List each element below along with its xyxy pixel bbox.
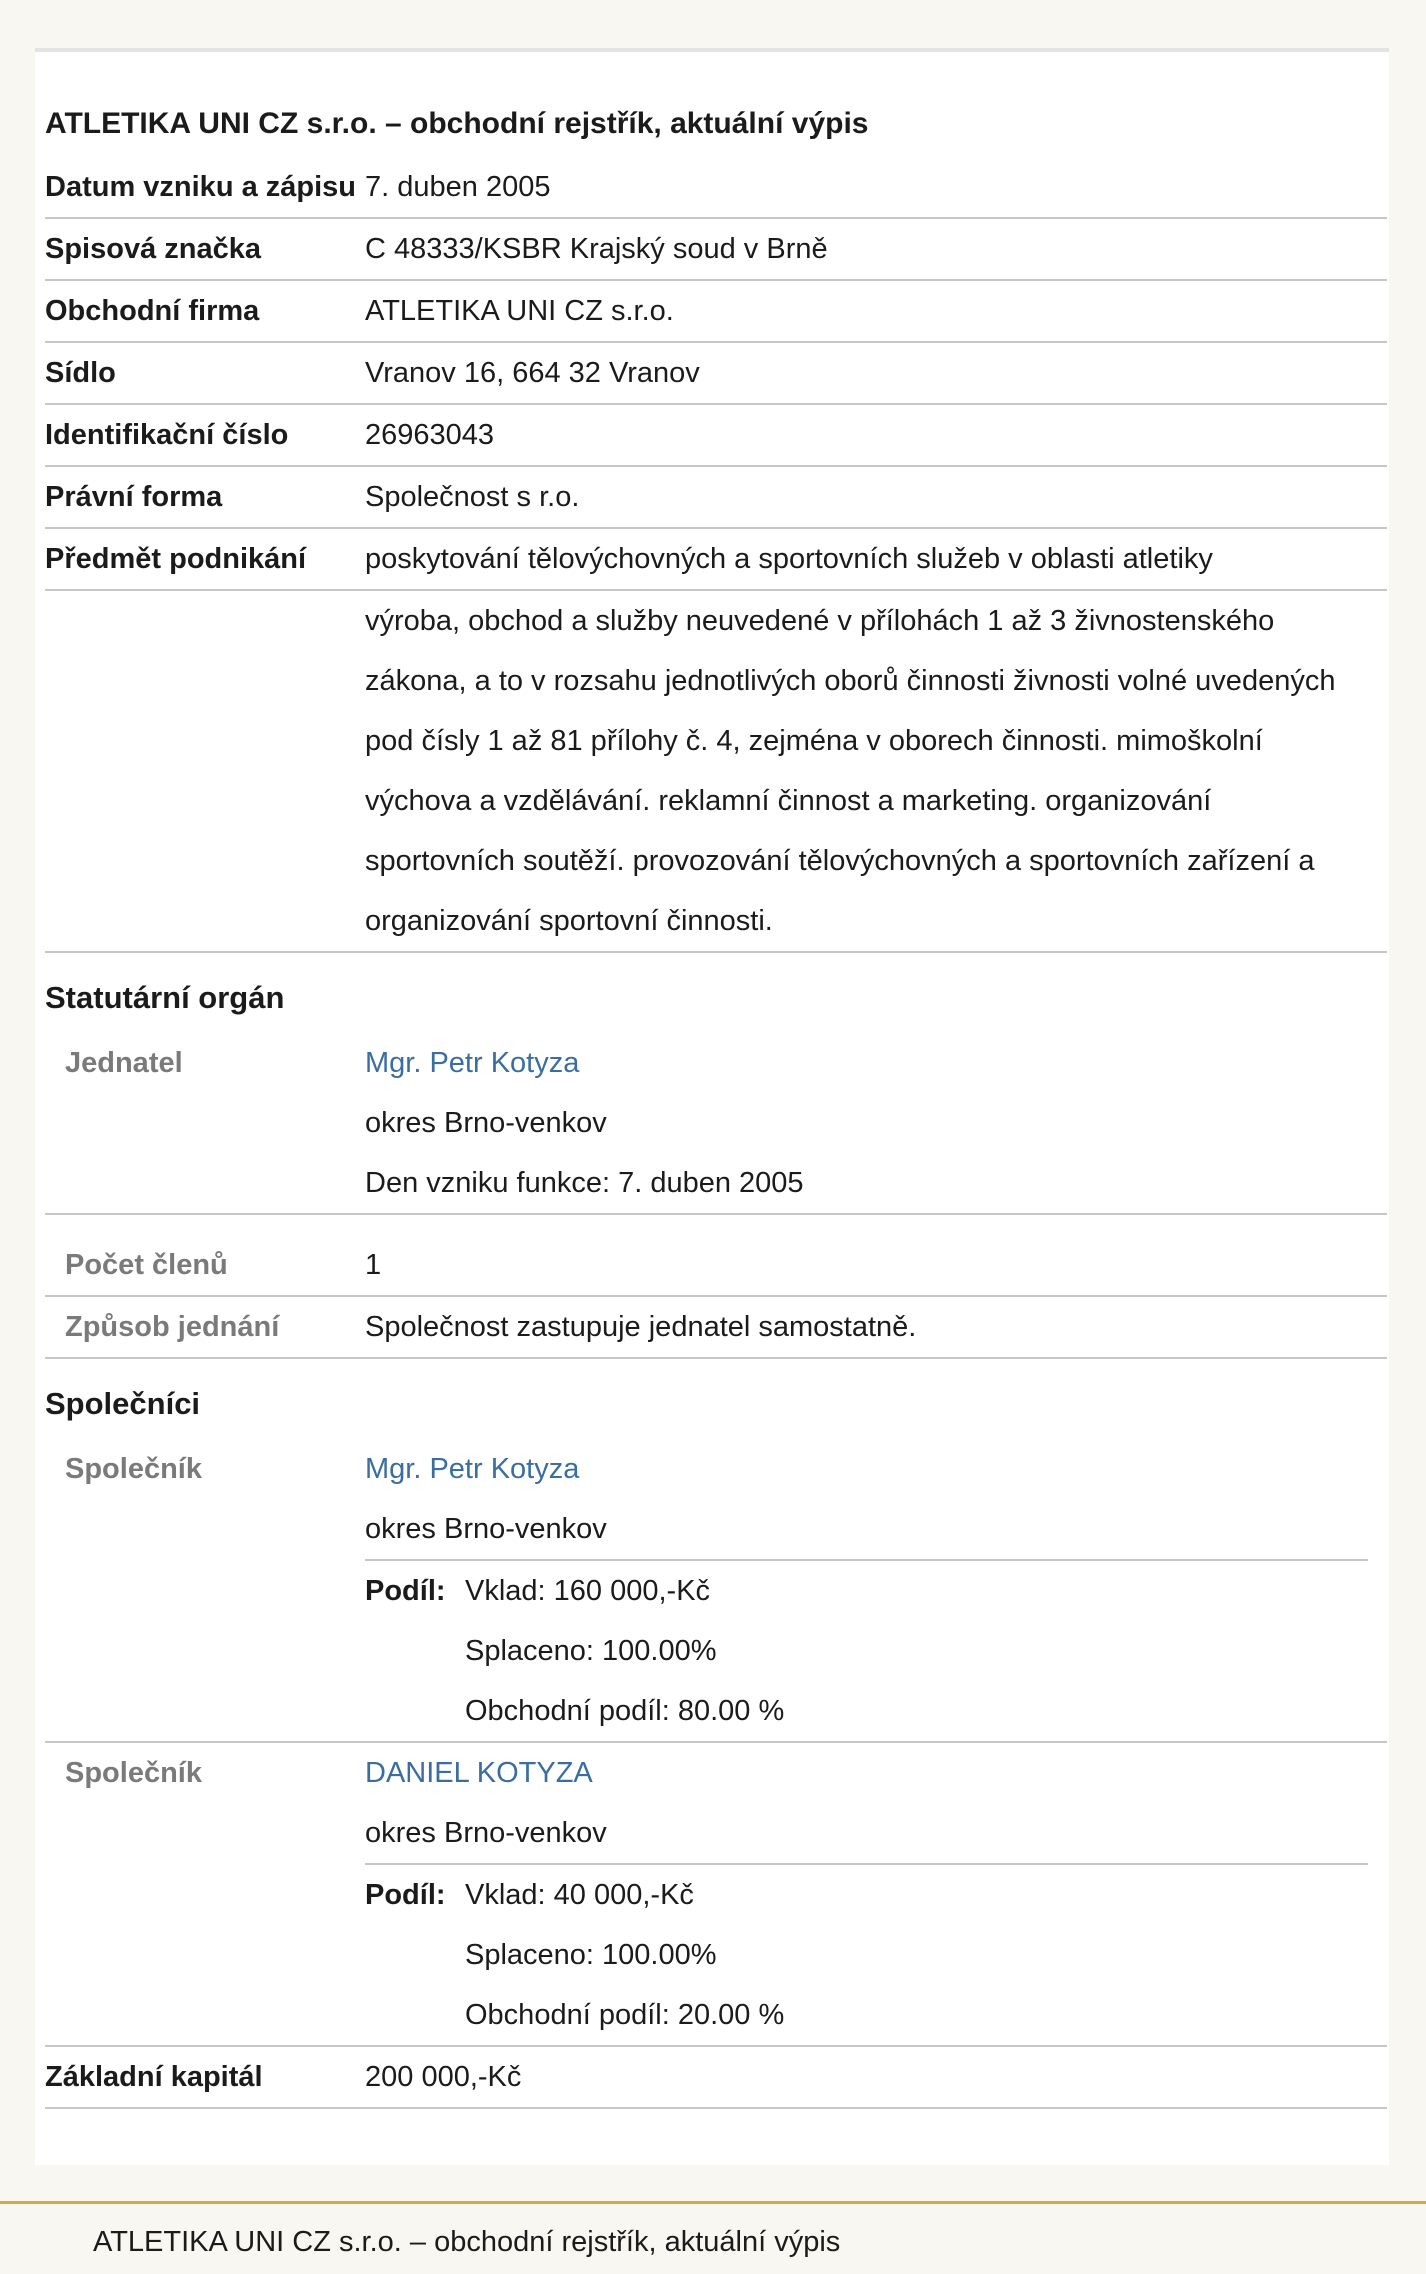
row-spisova-znacka <box>45 219 1387 281</box>
predmet-line: výroba, obchod a služby neuvedené v přílohách 1 až 3 živnostenského <box>365 605 1275 637</box>
label-pocet-clenu: Počet členů <box>65 1249 228 1281</box>
podil-vklad: Vklad: 40 000,-Kč <box>465 1879 694 1911</box>
label-jednatel: Jednatel <box>65 1047 183 1079</box>
value-sidlo: Vranov 16, 664 32 Vranov <box>365 357 700 389</box>
predmet-line: pod čísly 1 až 81 přílohy č. 4, zejména v oborech činnosti. mimoškolní <box>365 725 1263 757</box>
footer-divider <box>0 2201 1426 2204</box>
value-predmet-first: poskytování tělovýchovných a sportovních služeb v oblasti atletiky <box>365 543 1213 575</box>
registry-card <box>35 48 1389 2165</box>
podil-block <box>365 1863 1368 2045</box>
value-obchodni-firma: ATLETIKA UNI CZ s.r.o. <box>365 295 674 327</box>
jednatel-name-link[interactable]: Mgr. Petr Kotyza <box>365 1047 580 1079</box>
row-obchodni-firma <box>45 281 1387 343</box>
jednatel-funkce: Den vzniku funkce: 7. duben 2005 <box>365 1167 804 1199</box>
spolecnik-name-link[interactable]: Mgr. Petr Kotyza <box>365 1453 580 1485</box>
label-zakladni-kapital: Základní kapitál <box>45 2061 263 2093</box>
value-spisova-znacka: C 48333/KSBR Krajský soud v Brně <box>365 233 828 265</box>
page-title: ATLETIKA UNI CZ s.r.o. – obchodní rejstřík, aktuální výpis <box>45 107 869 140</box>
value-datum-vzniku: 7. duben 2005 <box>365 171 551 203</box>
label-spisova-znacka: Spisová značka <box>45 233 261 265</box>
value-predmet-detail <box>365 591 1387 951</box>
row-spolecnik <box>45 1439 1387 1743</box>
podil-obchodni: Obchodní podíl: 20.00 % <box>465 1999 785 2031</box>
predmet-line: zákona, a to v rozsahu jednotlivých oborů činnosti živnosti volné uvedených <box>365 665 1336 697</box>
section-spolecnici: Společníci <box>45 1386 201 1421</box>
row-predmet-podnikani <box>45 529 1387 589</box>
value-spolecnik <box>365 1743 1387 2045</box>
value-spolecnik <box>365 1439 1387 1741</box>
value-zpusob-jednani: Společnost zastupuje jednatel samostatně. <box>365 1311 917 1343</box>
spolecnik-okres: okres Brno-venkov <box>365 1513 607 1545</box>
label-obchodni-firma: Obchodní firma <box>45 295 260 327</box>
footer-text: ATLETIKA UNI CZ s.r.o. – obchodní rejstřík, aktuální výpis <box>93 2226 841 2258</box>
label-text: Datum vzniku a zápisu <box>45 171 357 203</box>
label-empty <box>45 591 365 951</box>
section-statutarni-organ: Statutární orgán <box>45 980 285 1015</box>
podil-values <box>465 1561 1368 1741</box>
row-jednatel <box>45 1033 1387 1215</box>
label-ico: Identifikační číslo <box>45 419 289 451</box>
row-pocet-clenu <box>45 1215 1387 1297</box>
podil-splaceno: Splaceno: 100.00% <box>465 1939 717 1971</box>
podil-label: Podíl: <box>365 1879 446 1911</box>
label-sidlo: Sídlo <box>45 357 116 389</box>
label-pravni-forma: Právní forma <box>45 481 223 513</box>
spolecnik-name-link[interactable]: DANIEL KOTYZA <box>365 1757 593 1789</box>
row-datum-vzniku <box>45 157 1387 219</box>
value-zakladni-kapital: 200 000,-Kč <box>365 2061 522 2093</box>
label-datum-vzniku <box>45 157 365 217</box>
label-predmet-podnikani: Předmět podnikání <box>45 543 307 575</box>
value-pravni-forma: Společnost s r.o. <box>365 481 580 513</box>
row-spolecnik <box>45 1743 1387 2047</box>
podil-values <box>465 1865 1368 2045</box>
row-ico <box>45 405 1387 467</box>
podil-splaceno: Splaceno: 100.00% <box>465 1635 717 1667</box>
jednatel-okres: okres Brno-venkov <box>365 1107 607 1139</box>
value-pocet-clenu: 1 <box>365 1249 382 1281</box>
label-spolecnik: Společník <box>65 1757 202 1789</box>
row-pravni-forma <box>45 467 1387 529</box>
predmet-line: sportovních soutěží. provozování tělovýchovných a sportovních zařízení a <box>365 845 1315 877</box>
row-predmet-detail <box>45 589 1387 953</box>
podil-label: Podíl: <box>365 1575 446 1607</box>
row-sidlo <box>45 343 1387 405</box>
label-spolecnik: Společník <box>65 1453 202 1485</box>
label-zpusob-jednani: Způsob jednání <box>65 1311 280 1343</box>
row-zpusob-jednani <box>45 1297 1387 1359</box>
row-zakladni-kapital <box>45 2047 1387 2109</box>
predmet-line: organizování sportovní činnosti. <box>365 905 773 937</box>
spolecnik-okres: okres Brno-venkov <box>365 1817 607 1849</box>
registry-content <box>45 95 1387 2109</box>
value-jednatel <box>365 1033 1387 1213</box>
podil-vklad: Vklad: 160 000,-Kč <box>465 1575 711 1607</box>
podil-obchodni: Obchodní podíl: 80.00 % <box>465 1695 785 1727</box>
podil-block <box>365 1559 1368 1741</box>
predmet-line: výchova a vzdělávání. reklamní činnost a marketing. organizování <box>365 785 1212 817</box>
value-ico: 26963043 <box>365 419 495 451</box>
